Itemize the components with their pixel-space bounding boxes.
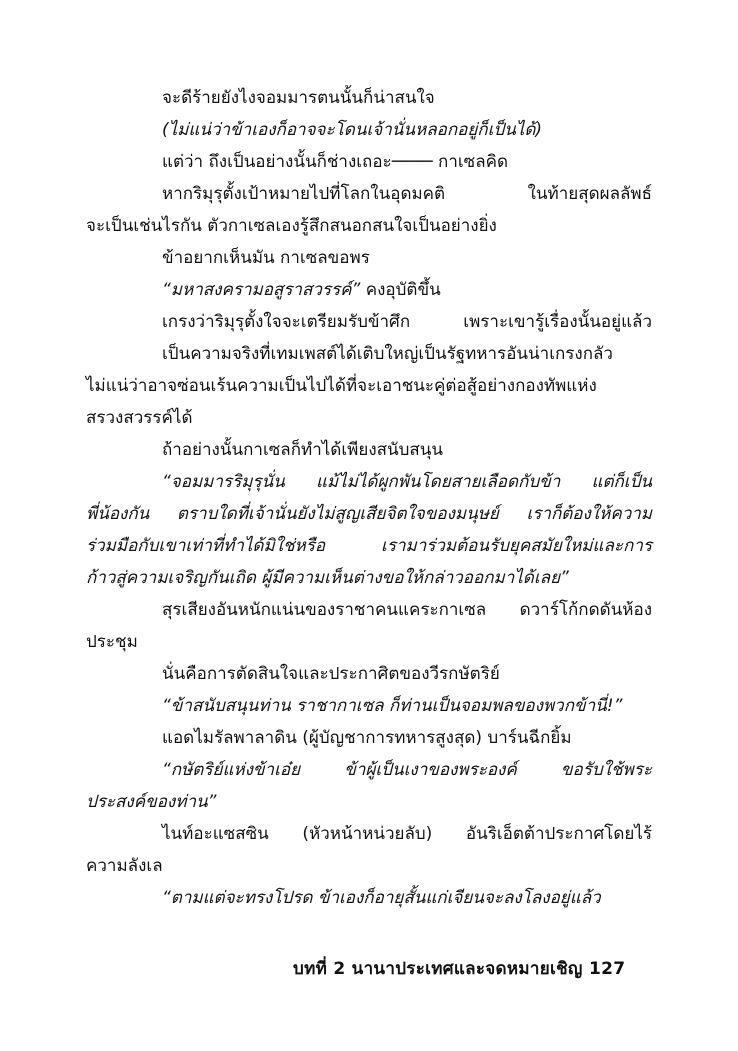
text-fragment: คงอุบัติขึ้น [360, 280, 441, 300]
text-line: แต่ว่า ถึงเป็นอย่างนั้นก็ช่างเถอะ──── กาเซลคิด [162, 152, 509, 172]
text-line: พี่น้องกัน ตราบใดที่เจ้านั่นยังไม่สูญเสียจิตใจของมนุษย์ เราก็ต้องให้ความ [86, 504, 652, 524]
text-line: ไม่แน่ว่าอาจซ่อนเร้นความเป็นไปได้ที่จะเอาชนะคู่ต่อสู้อย่างกองทัพแห่ง [86, 376, 597, 396]
text-line: ก้าวสู่ความเจริญกันเถิด ผู้มีความเห็นต่างขอให้กล่าวออกมาได้เลย” [86, 568, 569, 588]
text-line: ความลังเล [86, 856, 163, 876]
text-line: ข้าอยากเห็นมัน กาเซลขอพร [162, 248, 370, 268]
text-line: สรวงสวรรค์ได้ [86, 408, 193, 428]
text-line: ร่วมมือกับเขาเท่าที่ทำได้มิใช่หรือ เรามาร่วมต้อนรับยุคสมัยใหม่และการ [86, 536, 652, 556]
text-line [162, 278, 441, 302]
text-line: ประสงค์ของท่าน” [86, 792, 217, 812]
text-line: “ข้าสนับสนุนท่าน ราชากาเซล ก็ท่านเป็นจอมพลของพวกข้านี่!” [162, 696, 623, 716]
text-line: “กษัตริย์แห่งข้าเอ๋ย ข้าผู้เป็นเงาของพระองค์ ขอรับใช้พระ [162, 760, 652, 780]
text-line: สุรเสียงอันหนักแน่นของราชาคนแคระกาเซล ดวาร์โก้กดดันห้อง [162, 600, 652, 620]
text-line: ถ้าอย่างนั้นกาเซลก็ทำได้เพียงสนับสนุน [162, 440, 444, 460]
text-line: เป็นความจริงที่เทมเพสต์ได้เติบใหญ่เป็นรัฐทหารอันน่าเกรงกลัว [162, 344, 613, 364]
text-line: ไนท์อะแซสซิน (หัวหน้าหน่วยลับ) อันริเอ็ตต้าประกาศโดยไร้ [162, 824, 652, 844]
text-line: แอดไมรัลพาลาดิน (ผู้บัญชาการทหารสูงสุด) บาร์นฉีกยิ้ม [162, 728, 572, 748]
text-line: “จอมมารริมุรุนั่น แม้ไม่ได้ผูกพันโดยสายเลือดกับข้า แต่ก็เป็น [162, 472, 652, 492]
text-line: จะเป็นเช่นไรกัน ตัวกาเซลเองรู้สึกสนอกสนใจเป็นอย่างยิ่ง [86, 216, 497, 236]
text-line: “ตามแต่จะทรงโปรด ข้าเองก็อายุสั้นแก่เจียนจะลงโลงอยู่แล้ว [162, 888, 601, 908]
quoted-title: “มหาสงครามอสูราสวรรค์” [162, 280, 361, 300]
text-line: นั่นคือการตัดสินใจและประกาศิตของวีรกษัตริย์ [162, 664, 500, 684]
text-line: เกรงว่าริมุรุตั้งใจจะเตรียมรับข้าศึก เพราะเขารู้เรื่องนั้นอยู่แล้ว [162, 312, 652, 332]
text-line: ประชุม [86, 632, 138, 652]
text-line: หากริมุรุตั้งเป้าหมายไปที่โลกในอุดมคติ ในท้ายสุดผลลัพธ์ [162, 184, 652, 204]
text-line: จะดีร้ายยังไงจอมมารตนนั้นก็น่าสนใจ [162, 88, 435, 108]
page-footer: บทที่ 2 นานาประเทศและจดหมายเชิญ 127 [293, 959, 626, 979]
text-line: (ไม่แน่ว่าข้าเองก็อาจจะโดนเจ้านั่นหลอกอยู่ก็เป็นได้) [162, 120, 543, 140]
